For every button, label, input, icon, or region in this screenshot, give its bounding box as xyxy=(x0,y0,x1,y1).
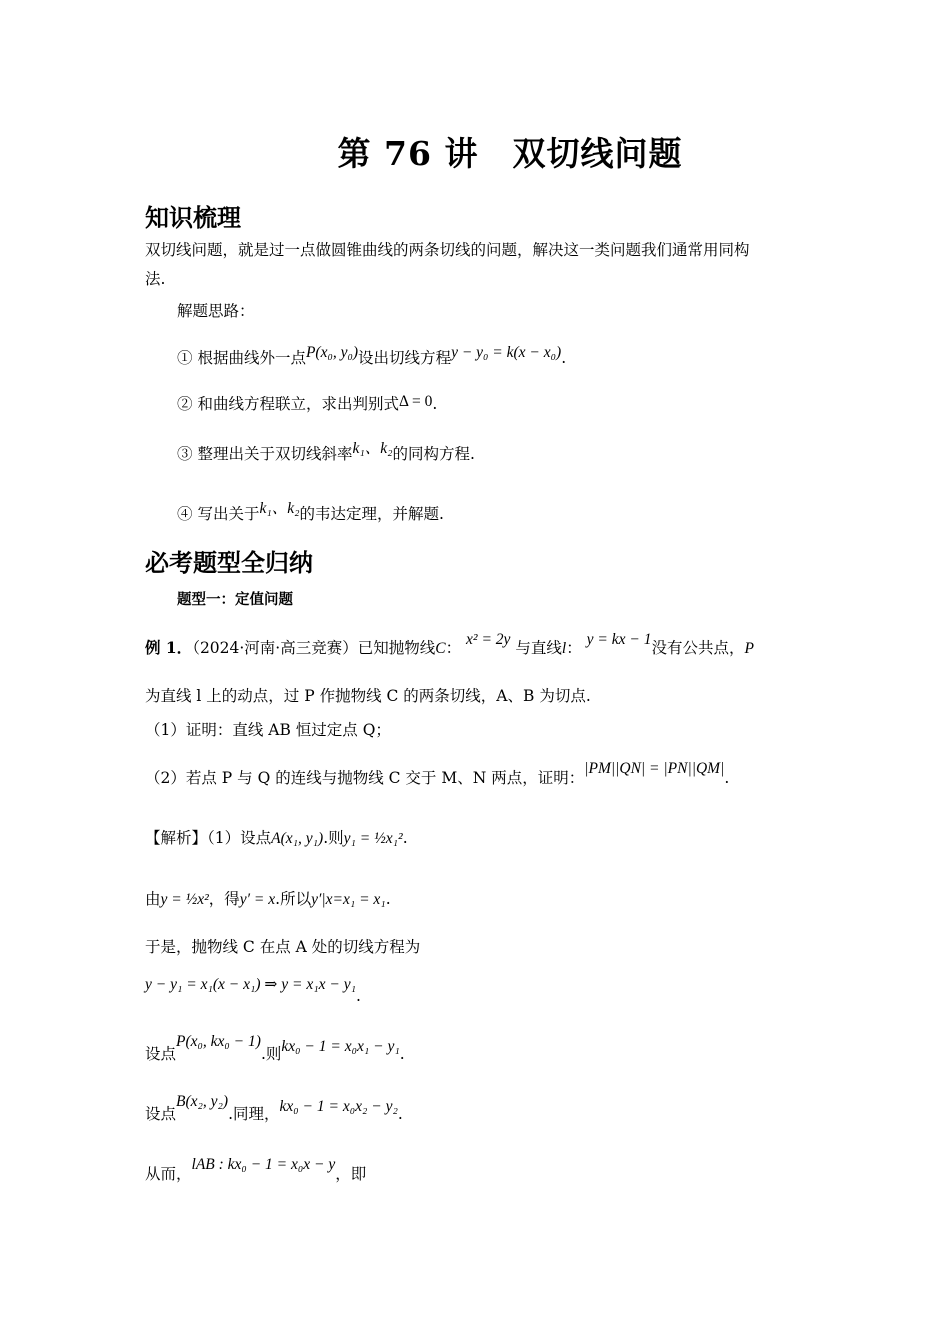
step-3 xyxy=(177,440,475,466)
eq-derivative: y′ = x xyxy=(239,891,276,908)
step-3-text-a: 整理出关于双切线斜率 xyxy=(197,445,353,463)
step-4-text-b: 的韦达定理，并解题. xyxy=(299,505,444,523)
point-a: A(x₁, y₁) xyxy=(271,830,324,847)
eq-p-on-tangent-a: kx₀ − 1 = x₀x₁ − y₁ xyxy=(281,1038,400,1055)
step-4-text-a: 写出关于 xyxy=(197,505,260,523)
solution-s7-a: 从而， xyxy=(145,1165,192,1183)
question-1: （1）证明：直线 AB 恒过定点 Q； xyxy=(145,721,391,739)
step-3-slopes: k₁、k₂ xyxy=(352,440,393,457)
step-1-point: P(x₀, y₀) xyxy=(305,344,359,361)
parabola-equation: x² = 2y xyxy=(466,631,511,648)
solution-line-3: 于是，抛物线 C 在点 A 处的切线方程为 xyxy=(145,938,421,956)
solution-s2-b: ，得 xyxy=(208,890,240,908)
question-2-equation: |PM||QN| = |PN||QM| xyxy=(584,760,725,777)
type-1-heading: 题型一：定值问题 xyxy=(177,591,293,608)
no-common-text: 没有公共点， xyxy=(651,639,745,657)
line-l-label: l xyxy=(561,640,567,657)
colon: ： xyxy=(445,639,462,657)
solution-s4-end: . xyxy=(355,987,361,1005)
step-1-end: . xyxy=(561,349,567,367)
steps-label: 解题思路： xyxy=(177,302,255,320)
eq-line-ab: lAB : kx₀ − 1 = x₀x − y xyxy=(191,1156,336,1173)
curve-c-label: C xyxy=(435,640,446,657)
solution-s6-b: .同理， xyxy=(228,1105,280,1123)
intro-paragraph: 双切线问题，就是过一点做圆锥曲线的两条切线的问题，解决这一类问题我们通常用同构 xyxy=(145,241,750,259)
question-2 xyxy=(145,760,730,790)
solution-s6-a: 设点 xyxy=(145,1105,177,1123)
point-p-coords: P(x₀, kx₀ − 1) xyxy=(176,1033,261,1050)
solution-s7-b: ，即 xyxy=(335,1165,367,1183)
solution-line-7 xyxy=(145,1156,367,1186)
solution-s5-a: 设点 xyxy=(145,1045,177,1063)
step-2-delta: Δ = 0 xyxy=(398,393,433,410)
eq-p-on-tangent-b: kx₀ − 1 = x₀x₂ − y₂ xyxy=(279,1098,398,1115)
eq-parabola-y: y = ½x² xyxy=(160,891,209,908)
step-3-text-b: 的同构方程. xyxy=(392,445,475,463)
example-source: （2024·河南·高三竞赛）已知抛物线 xyxy=(192,639,436,657)
solution-line-6 xyxy=(145,1093,403,1126)
section-heading-knowledge: 知识梳理 xyxy=(145,203,241,232)
solution-s1-b: .则 xyxy=(323,829,344,847)
solution-s5-b: .则 xyxy=(260,1045,282,1063)
solution-s2-a: 由 xyxy=(145,890,161,908)
eq-derivative-at-x1: y′|x=x₁ = x₁ xyxy=(311,891,386,908)
point-b-coords: B(x₂, y₂) xyxy=(176,1093,229,1110)
line-equation: y = kx − 1 xyxy=(586,631,652,648)
step-4 xyxy=(177,500,444,526)
step-1-tangent-eq: y − y₀ = k(x − x₀) xyxy=(451,344,562,361)
step-2-end: . xyxy=(432,395,438,413)
solution-bracket: 【解析】 xyxy=(145,829,208,847)
solution-s5-end: . xyxy=(399,1045,405,1063)
step-2-num: ② xyxy=(177,395,193,413)
solution-line-4 xyxy=(145,973,361,1005)
colon-2: ： xyxy=(566,639,582,657)
solution-line-5 xyxy=(145,1033,405,1066)
step-3-num: ③ xyxy=(177,445,193,463)
question-2-text: （2）若点 P 与 Q 的连线与抛物线 C 交于 M、N 两点，证明： xyxy=(145,769,585,787)
step-1-text-a: 根据曲线外一点 xyxy=(197,349,306,367)
eq-y1: y₁ = ½x₁² xyxy=(343,830,403,847)
page-title: 第 76 讲 双切线问题 xyxy=(337,134,683,173)
solution-s1-a: （1）设点 xyxy=(207,829,272,847)
example-label: 例 1． xyxy=(145,638,193,657)
step-2 xyxy=(177,393,437,416)
step-2-text-a: 和曲线方程联立，求出判别式 xyxy=(197,395,399,413)
question-2-end: . xyxy=(724,769,730,787)
solution-line-1 xyxy=(145,827,408,850)
solution-s6-end: . xyxy=(397,1105,403,1123)
eq-tangent-at-a: y − y₁ = x₁(x − x₁) ⇒ y = x₁x − y₁ xyxy=(145,976,356,993)
example-1-line-2: 为直线 l 上的动点，过 P 作抛物线 C 的两条切线，A、B 为切点. xyxy=(145,687,591,705)
solution-s2-c: .所以 xyxy=(275,890,312,908)
step-4-num: ④ xyxy=(177,505,193,523)
step-1 xyxy=(177,344,567,370)
with-line-text: 与直线 xyxy=(515,639,562,657)
step-1-text-b: 设出切线方程 xyxy=(358,349,452,367)
point-p-label: P xyxy=(744,640,754,657)
solution-s1-end: . xyxy=(402,829,408,847)
solution-s2-end: . xyxy=(385,890,391,908)
example-1-line-1 xyxy=(145,631,754,660)
step-1-num: ① xyxy=(177,349,193,367)
section-heading-types: 必考题型全归纳 xyxy=(145,548,313,577)
solution-line-2 xyxy=(145,888,391,911)
step-4-slopes: k₁、k₂ xyxy=(259,500,300,517)
intro-paragraph-cont: 法. xyxy=(145,270,166,288)
